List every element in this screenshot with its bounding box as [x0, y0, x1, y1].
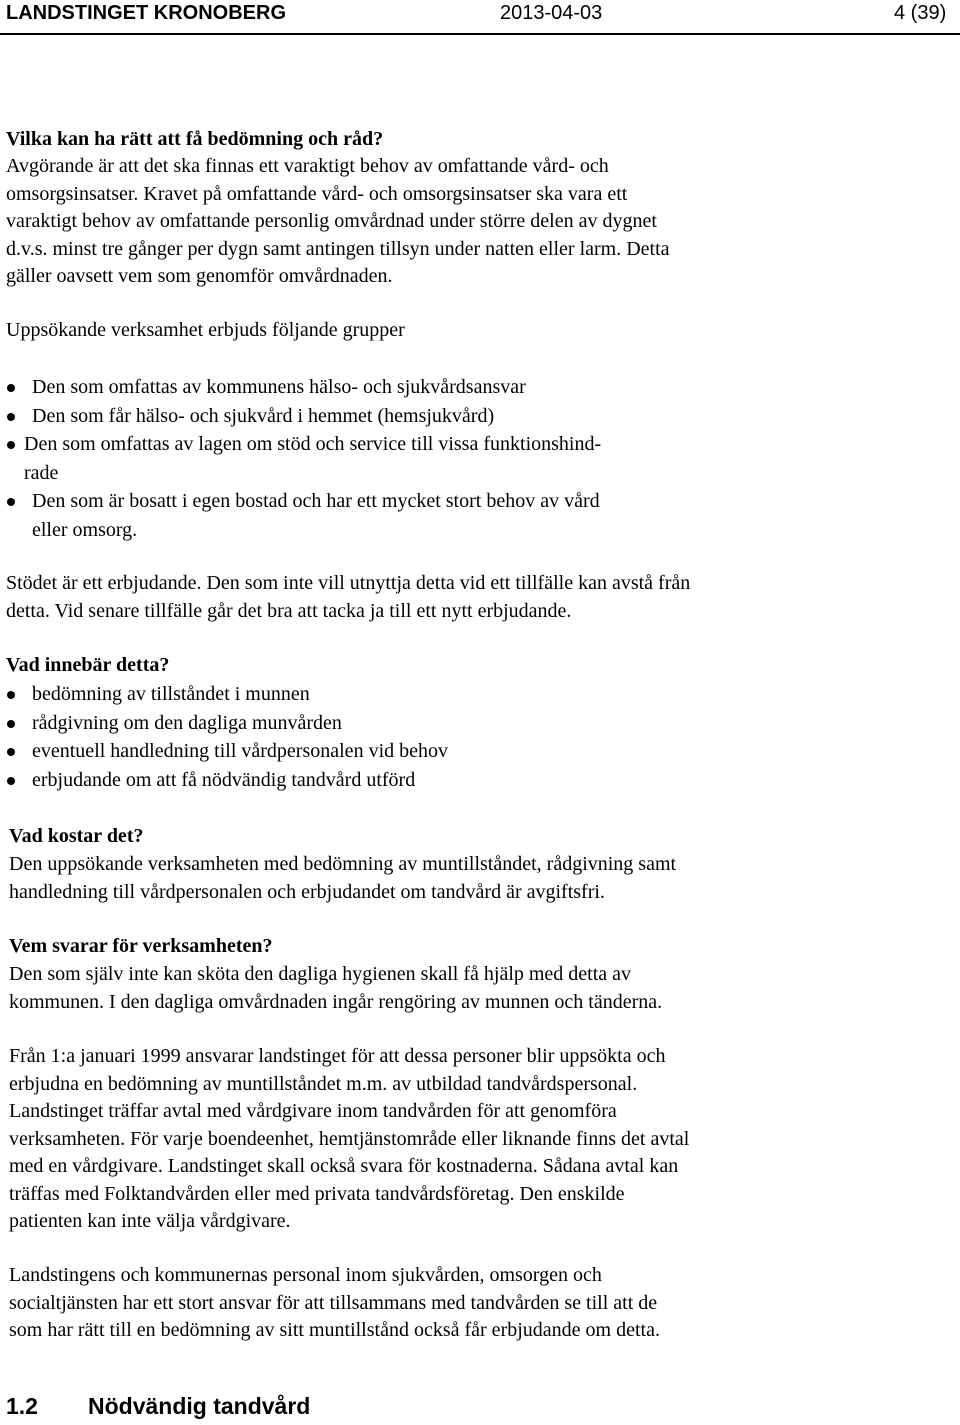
- intro-heading: Vilka kan ha rätt att få bedömning och råd?: [6, 128, 384, 150]
- offer-paragraph: [6, 570, 690, 625]
- responsible-heading: Vem svarar för verksamheten?: [9, 935, 273, 957]
- list-item: Den som får hälso- och sjukvård i hemmet (hemsjukvård): [6, 402, 601, 431]
- since1999-line: Landstinget träffar avtal med vårdgivare inom tandvården för att genomföra: [9, 1100, 617, 1122]
- contents-heading: Vad innebär detta?: [6, 654, 170, 676]
- staff-line: som har rätt till en bedömning av sitt muntillstånd också får erbjudande om detta.: [9, 1319, 660, 1341]
- section-number: 1.2: [6, 1393, 38, 1419]
- list-item: erbjudande om att få nödvändig tandvård utförd: [6, 766, 448, 795]
- staff-line: socialtjänsten har ett stort ansvar för att tillsammans med tandvården se till att de: [9, 1291, 658, 1314]
- offer-line: detta. Vid senare tillfälle går det bra att tacka ja till ett nytt erbjudande.: [6, 599, 572, 622]
- list-item: eventuell handledning till vårdpersonalen vid behov: [6, 737, 448, 766]
- header-page-number: 4 (39): [894, 2, 947, 24]
- list-item: Den som är bosatt i egen bostad och har ett mycket stort behov av vård eller omsorg.: [6, 487, 601, 544]
- list-item: bedömning av tillståndet i munnen: [6, 680, 448, 709]
- groups-list: [6, 373, 601, 544]
- since1999-line: erbjudna en bedömning av muntillståndet m.m. av utbildad tandvårdspersonal.: [9, 1072, 638, 1095]
- responsible-line: Den som själv inte kan sköta den dagliga hygienen skall få hjälp med detta av: [9, 963, 632, 985]
- intro-line: varaktigt behov av omfattande personlig omvårdnad under större delen av dygnet: [6, 210, 657, 232]
- page-header: [0, 0, 960, 36]
- intro-line: omsorgsinsatser. Kravet på omfattande vård- och omsorgsinsatser ska vara ett: [6, 182, 628, 205]
- contents-list: [6, 680, 448, 794]
- responsible-paragraph: [9, 961, 662, 1016]
- responsible-line: kommunen. I den dagliga omvårdnaden ingår rengöring av munnen och tänderna.: [9, 990, 663, 1013]
- intro-line: gäller oavsett vem som genomför omvårdnaden.: [6, 265, 393, 287]
- since1999-line: träffas med Folktandvården eller med privata tandvårdsföretag. Den enskilde: [9, 1182, 625, 1205]
- header-date: 2013-04-03: [500, 2, 603, 24]
- since1999-line: patienten kan inte välja vårdgivare.: [9, 1210, 291, 1232]
- cost-line: handledning till vårdpersonalen och erbjudandet om tandvård är avgiftsfri.: [9, 880, 605, 903]
- staff-line: Landstingens och kommunernas personal inom sjukvården, omsorgen och: [9, 1264, 602, 1286]
- intro-line: Avgörande är att det ska finnas ett varaktigt behov av omfattande vård- och: [6, 155, 609, 177]
- since1999-paragraph: [9, 1043, 689, 1236]
- since1999-line: med en vårdgivare. Landstinget skall också svara för kostnaderna. Sådana avtal kan: [9, 1155, 679, 1177]
- cost-heading: Vad kostar det?: [9, 825, 144, 847]
- staff-paragraph: [9, 1262, 660, 1345]
- cost-paragraph: [9, 851, 676, 906]
- intro-paragraph: [6, 153, 670, 291]
- list-item: Den som omfattas av lagen om stöd och service till vissa funktionshind- rade: [6, 430, 601, 487]
- intro-line: d.v.s. minst tre gånger per dygn samt antingen tillsyn under natten eller larm. Detta: [6, 237, 670, 260]
- section-heading: [6, 1393, 310, 1420]
- header-rule: [0, 33, 960, 35]
- list-item: Den som omfattas av kommunens hälso- och sjukvårdsansvar: [6, 373, 601, 402]
- list-item: rådgivning om den dagliga munvården: [6, 709, 448, 738]
- since1999-line: Från 1:a januari 1999 ansvarar landstinget för att dessa personer blir uppsökta och: [9, 1045, 666, 1067]
- header-organization: LANDSTINGET KRONOBERG: [6, 2, 286, 24]
- since1999-line: verksamheten. För varje boendeenhet, hemtjänstområde eller liknande finns det avtal: [9, 1127, 690, 1150]
- cost-line: Den uppsökande verksamheten med bedömning av muntillståndet, rådgivning samt: [9, 853, 677, 875]
- section-title: Nödvändig tandvård: [88, 1393, 311, 1419]
- groups-lead: Uppsökande verksamhet erbjuds följande grupper: [6, 319, 405, 341]
- offer-line: Stödet är ett erbjudande. Den som inte vill utnyttja detta vid ett tillfälle kan avstå från: [6, 572, 691, 594]
